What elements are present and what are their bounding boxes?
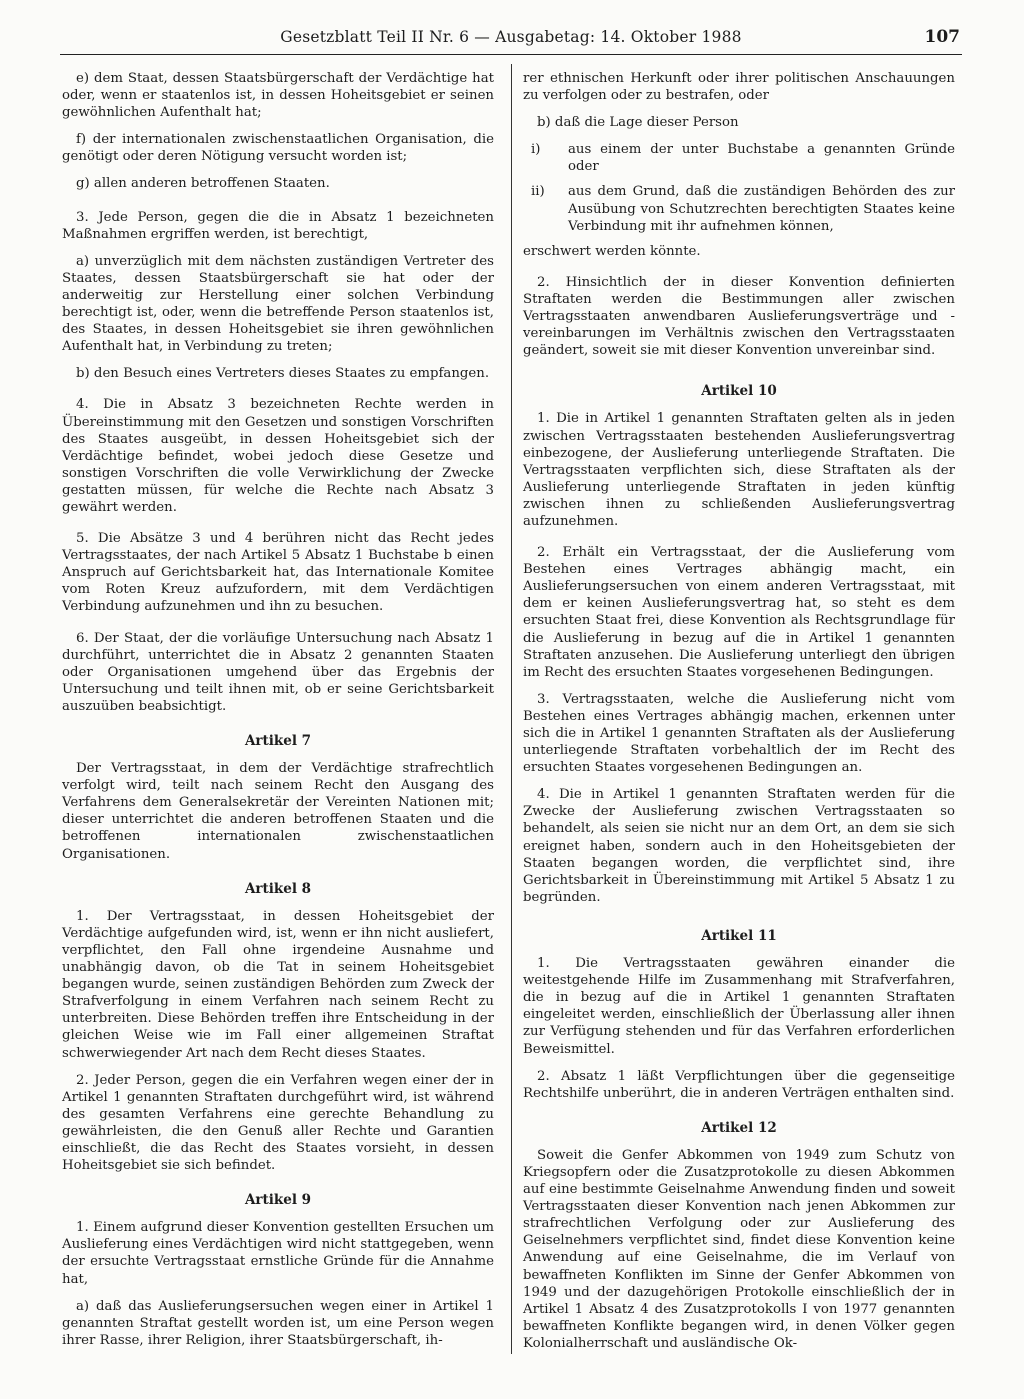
- paragraph: 2. Hinsichtlich der in dieser Konvention definierten Straftaten werden die Bestimmungen aller zwischen Vertragsstaaten anwendbaren Auslieferungsverträge und -vereinbarungen im Verhältnis zwischen den Vertragsstaaten geändert, soweit sie mit dieser Konvention unvereinbar sind.: [523, 274, 955, 359]
- paragraph: 2. Erhält ein Vertragsstaat, der die Auslieferung vom Bestehen eines Vertrages abhängig macht, ein Auslieferungsersuchen von einem anderen Vertragsstaat, mit dem er keinen Auslieferungsvertrag hat, so steht es dem ersuchten Staat frei, diese Konvention als Rechtsgrundlage für die Auslieferung in bezug auf die in Artikel 1 genannten Straftaten anzusehen. Die Auslieferung unterliegt den übrigen im Recht des ersuchten Staates vorgesehenen Bedingungen.: [523, 545, 955, 680]
- paragraph: a) unverzüglich mit dem nächsten zuständigen Vertreter des Staates, dessen Staatsbürgerschaft sie hat oder der anderweitig zur Herstellung einer solchen Verbindung berechtigt ist, oder, wenn die betreffende Person staatenlos ist, des Staates, in dessen Hoheitsgebiet sie ihren gewöhnlichen Aufenthalt hat, in Verbindung zu treten;: [62, 253, 494, 355]
- header-title: Gesetzblatt Teil II Nr. 6 — Ausgabetag: 14. Oktober 1988: [280, 28, 742, 46]
- paragraph: b) den Besuch eines Vertreters dieses Staates zu empfangen.: [76, 366, 490, 382]
- page-number: 107: [924, 27, 960, 47]
- paragraph: 5. Die Absätze 3 und 4 berühren nicht das Recht jedes Vertragsstaates, der nach Artikel 5 Absatz 1 Buchstabe b einen Anspruch auf Gerichtsbarkeit hat, das Internationale Komitee vom Roten Kreuz aufzufordern, mit dem Verdächtigen Verbindung aufzunehmen und ihn zu besuchen.: [62, 531, 494, 615]
- paragraph: 2. Absatz 1 läßt Verpflichtungen über die gegenseitige Rechtshilfe unberührt, die in anderen Verträgen enthalten sind.: [523, 1068, 955, 1101]
- paragraph: g) allen anderen betroffenen Staaten.: [76, 176, 330, 192]
- paragraph: 4. Die in Absatz 3 bezeichneten Rechte werden in Übereinstimmung mit den Gesetzen und sonstigen Vorschriften des Staates ausgeübt, in dessen Hoheitsgebiet sich der Verdächtige befindet, wobei jedoch diese Gesetze und sonstigen Vorschriften die volle Verwirklichung der Zwecke gestatten müssen, für welche die Rechte nach Absatz 3 gewährt werden.: [62, 397, 494, 515]
- sub-item-text: aus einem der unter Buchstabe a genannten Gründe oder: [568, 142, 955, 175]
- paragraph: 1. Der Vertragsstaat, in dessen Hoheitsgebiet der Verdächtige aufgefunden wird, ist, wenn er ihn nicht ausliefert, verpflichtet, den Fall ohne irgendeine Ausnahme und unabhängig davon, ob die Tat in seinem Hoheitsgebiet begangen wurde, seinen zuständigen Behörden zum Zweck der Strafverfolgung in einem Verfahren nach seinem Recht zu unterbreiten. Diese Behörden treffen ihre Entscheidung in der gleichen Weise wie im Fall einer allgemeinen Straftat schwerwiegender Art nach dem Recht dieses Staates.: [62, 908, 494, 1061]
- article-heading: Artikel 8: [244, 880, 312, 897]
- right-column: [523, 70, 955, 1362]
- paragraph: rer ethnischen Herkunft oder ihrer politischen Anschauungen zu verfolgen oder zu bestrafen, oder: [523, 71, 955, 104]
- paragraph: 3. Jede Person, gegen die die in Absatz 1 bezeichneten Maßnahmen ergriffen werden, ist berechtigt,: [62, 209, 494, 242]
- sub-item: [523, 141, 955, 175]
- article-heading: Artikel 11: [701, 927, 777, 944]
- paragraph: b) daß die Lage dieser Person: [537, 115, 739, 131]
- article-heading: Artikel 12: [701, 1119, 777, 1136]
- left-column: [62, 70, 494, 1359]
- paragraph: Soweit die Genfer Abkommen von 1949 zum Schutz von Kriegsopfern oder die Zusatzprotokolle zu diesen Abkommen auf eine bestimmte Geiselnahme Anwendung finden und soweit Vertragsstaaten dieser Konvention nach jenen Abkommen zur strafrechtlichen Verfolgung oder zur Auslieferung des Geiselnehmers verpflichtet sind, findet diese Konvention keine Anwendung auf eine Geiselnahme, die im Verlauf von bewaffneten Konflikten im Sinne der Genfer Abkommen von 1949 und der dazugehörigen Protokolle einschließlich der in Artikel 1 Absatz 4 des Zusatzprotokolls I von 1977 genannten bewaffneten Konflikte begangen wird, in denen Völker gegen Kolonialherrschaft und ausländische Ok-: [523, 1147, 955, 1351]
- paragraph: erschwert werden könnte.: [523, 243, 701, 259]
- sub-item-label: i): [531, 142, 541, 158]
- paragraph: 3. Vertragsstaaten, welche die Auslieferung nicht vom Bestehen eines Vertrages abhängig machen, erkennen unter sich die in Artikel 1 genannten Straftaten als der Auslieferung unterliegende Straftaten vorbehaltlich der im Recht des ersuchten Staates vorgesehenen Bedingungen an.: [523, 691, 955, 776]
- article-heading: Artikel 10: [701, 383, 777, 400]
- paragraph: f) der internationalen zwischenstaatlichen Organisation, die genötigt oder deren Nötigung versucht worden ist;: [62, 132, 494, 165]
- page-header: [60, 28, 962, 55]
- paragraph: a) daß das Auslieferungsersuchen wegen einer in Artikel 1 genannten Straftat gestellt worden ist, um eine Person wegen ihrer Rasse, ihrer Religion, ihrer Staatsbürgerschaft, ih-: [62, 1298, 494, 1348]
- sub-item: [523, 183, 955, 234]
- paragraph: 1. Die Vertragsstaaten gewähren einander die weitestgehende Hilfe im Zusammenhang mit Strafverfahren, die in bezug auf die in Artikel 1 genannten Straftaten eingeleitet werden, einschließlich der Überlassung aller ihnen zur Verfügung stehenden und für das Verfahren erforderlichen Beweismittel.: [523, 956, 955, 1057]
- article-heading: Artikel 7: [244, 733, 312, 749]
- paragraph: 1. Einem aufgrund dieser Konvention gestellten Ersuchen um Auslieferung eines Verdächtigen wird nicht stattgegeben, wenn der ersuchte Vertragsstaat ernstliche Gründe für die Annahme hat,: [62, 1220, 494, 1287]
- sub-item-label: ii): [531, 184, 545, 200]
- column-divider: [511, 64, 512, 1354]
- sub-item-text: aus dem Grund, daß die zuständigen Behörden des zur Ausübung von Schutzrechten berechtigten Staates keine Verbindung mit ihr aufnehmen können,: [568, 184, 955, 234]
- paragraph: 1. Die in Artikel 1 genannten Straftaten gelten als in jeden zwischen Vertragsstaaten bestehenden Auslieferungsvertrag einbezogene, der Auslieferung unterliegende Straftaten. Die Vertragsstaaten verpflichten sich, diese Straftaten als der Auslieferung unterliegende Straftaten in jeden künftig zwischen ihnen zu schließenden Auslieferungsvertrag aufzunehmen.: [523, 411, 955, 529]
- paragraph: Der Vertragsstaat, in dem der Verdächtige strafrechtlich verfolgt wird, teilt nach seinem Recht den Ausgang des Verfahrens dem Generalsekretär der Vereinten Nationen mit; dieser unterrichtet die anderen betroffenen Staaten und die betroffenen internationalen zwischenstaatlichen Organisationen.: [62, 761, 494, 862]
- article-heading: Artikel 9: [244, 1192, 312, 1209]
- paragraph: e) dem Staat, dessen Staatsbürgerschaft der Verdächtige hat oder, wenn er staatenlos ist, in dessen Hoheitsgebiet er seinen gewöhnlichen Aufenthalt hat;: [62, 71, 494, 121]
- paragraph: 2. Jeder Person, gegen die ein Verfahren wegen einer der in Artikel 1 genannten Straftaten durchgeführt wird, ist während des gesamten Verfahrens eine gerechte Behandlung zu gewährleisten, die den Genuß aller Rechte und Garantien einschließt, die das Recht des Staates vorsieht, in dessen Hoheitsgebiet sie sich befindet.: [62, 1072, 494, 1174]
- paragraph: 6. Der Staat, der die vorläufige Untersuchung nach Absatz 1 durchführt, unterrichtet die in Absatz 2 genannten Staaten oder Organisationen umgehend über das Ergebnis der Untersuchung und teilt ihnen mit, ob er seine Gerichtsbarkeit auszuüben beabsichtigt.: [62, 630, 494, 714]
- paragraph: 4. Die in Artikel 1 genannten Straftaten werden für die Zwecke der Auslieferung zwischen Vertragsstaaten so behandelt, als seien sie nicht nur an dem Ort, an dem sie sich ereignet haben, sondern auch in den Hoheitsgebieten der Staaten begangen worden, die verpflichtet sind, ihre Gerichtsbarkeit in Übereinstimmung mit Artikel 5 Absatz 1 zu begründen.: [523, 787, 955, 905]
